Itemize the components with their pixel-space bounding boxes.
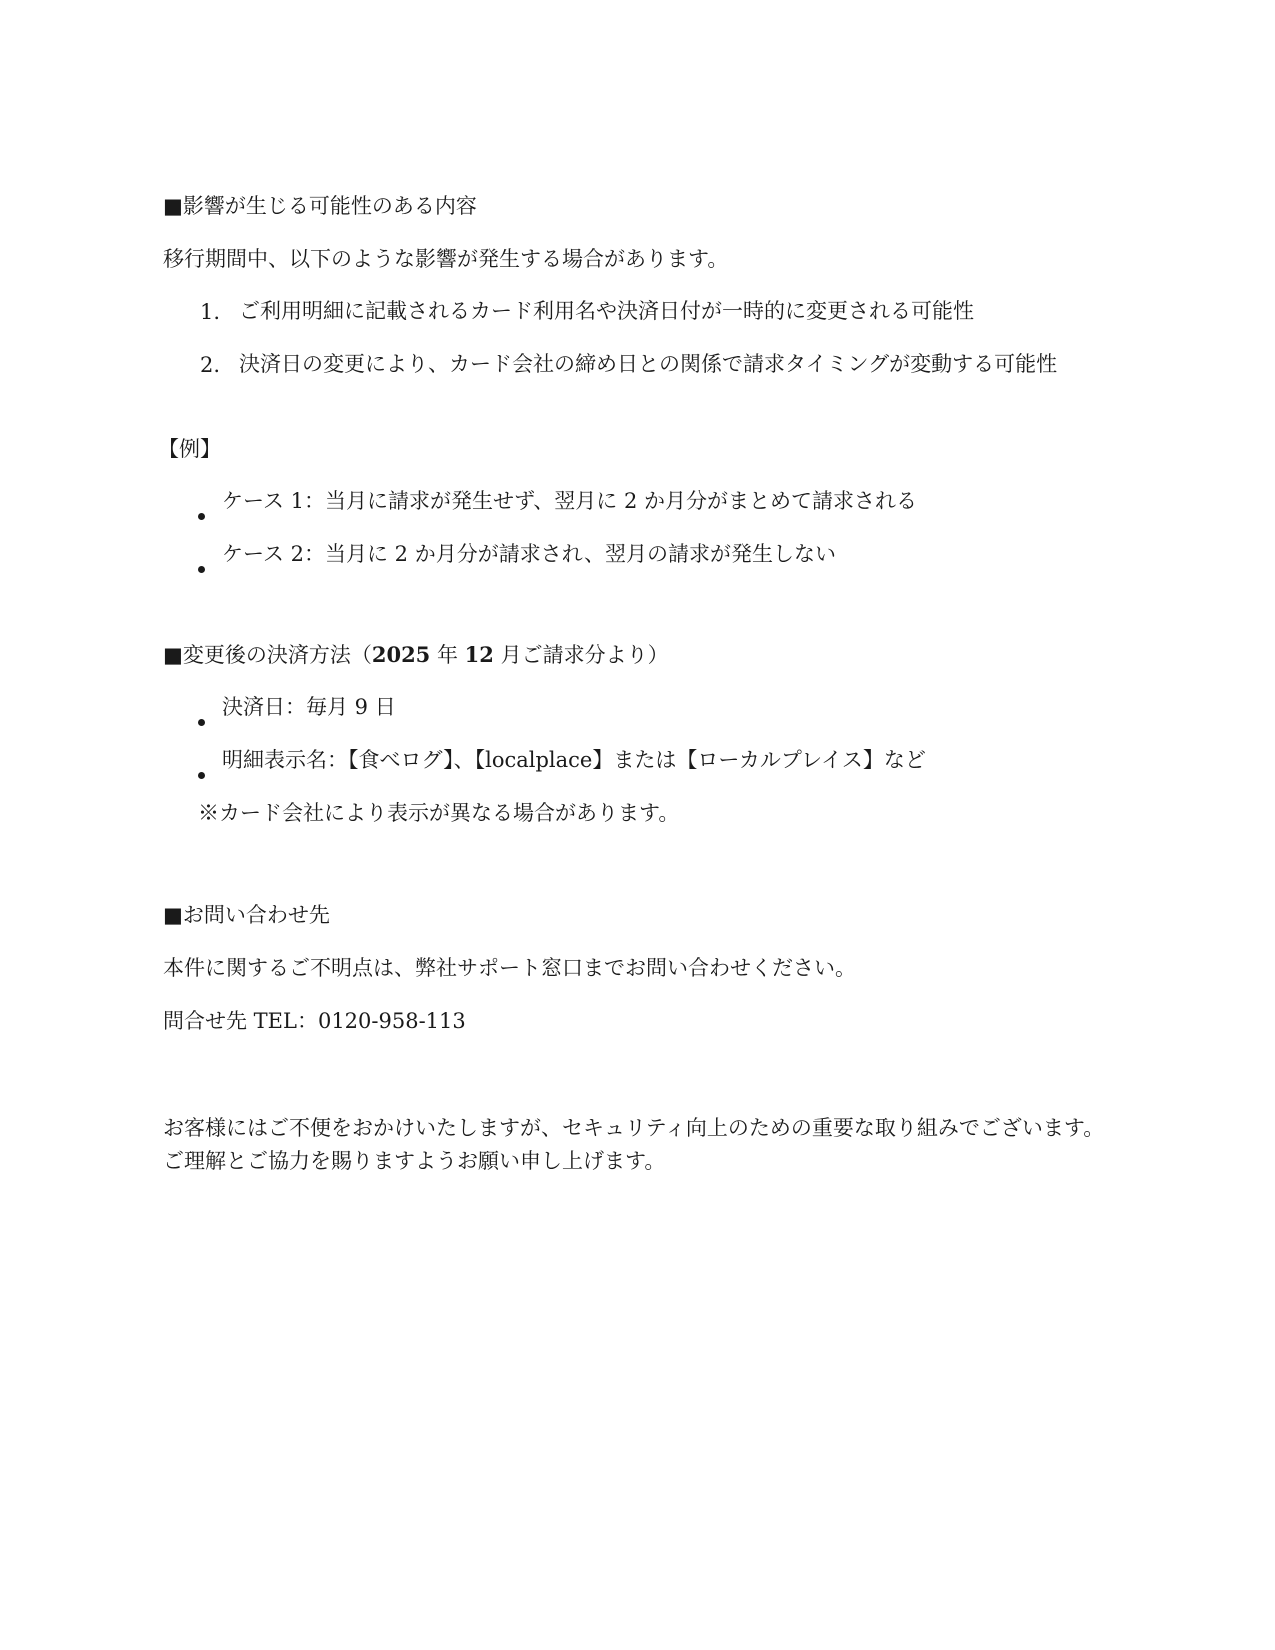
list-item: 決済日の変更により、カード会社の締め日との関係で請求タイミングが変動する可能性 [239,352,1058,376]
bullet-icon [198,772,205,779]
bullet-icon [198,719,205,726]
impact-heading: ■影響が生じる可能性のある内容 [163,194,477,218]
contact-tel: 問合せ先 TEL：0120-958-113 [163,1009,466,1033]
list-item: 明細表示名：【食べログ】、【localplace】または【ローカルプレイス】など [222,748,926,772]
payment-heading: ■変更後の決済方法（2025 年 12 月ご請求分より） [163,642,669,667]
closing-paragraph: お客様にはご不便をおかけいたしますが、セキュリティ向上のための重要な取り組みでございます。ご理解とご協力を賜りますようお願い申し上げます。 [163,1116,1105,1173]
list-item-number: 2. [200,353,221,377]
bullet-icon [198,513,205,520]
example-heading: 【例】 [158,437,221,461]
list-item: 決済日：毎月 9 日 [222,695,396,719]
bullet-icon [198,566,205,573]
payment-note: ※カード会社により表示が異なる場合があります。 [198,801,680,825]
list-item: ケース 1：当月に請求が発生せず、翌月に 2 か月分がまとめて請求される [222,489,918,513]
list-item: ご利用明細に記載されるカード利用名や決済日付が一時的に変更される可能性 [239,299,974,323]
impact-intro: 移行期間中、以下のような影響が発生する場合があります。 [163,247,729,271]
list-item: ケース 2：当月に 2 か月分が請求され、翌月の請求が発生しない [222,542,836,566]
list-item-number: 1. [200,300,221,324]
contact-body: 本件に関するご不明点は、弊社サポート窓口までお問い合わせください。 [163,956,856,980]
contact-heading: ■お問い合わせ先 [163,903,330,927]
